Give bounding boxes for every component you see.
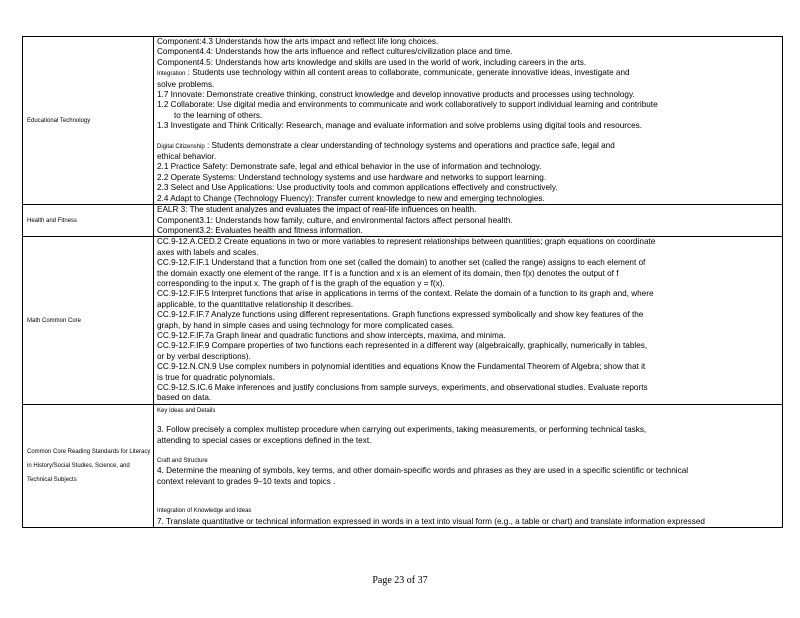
section-heading: Digital Citizenship bbox=[157, 143, 205, 150]
standard-line bbox=[157, 47, 779, 57]
page-footer: Page 23 of 37 bbox=[372, 575, 428, 586]
spacer bbox=[157, 416, 779, 425]
standards-row bbox=[23, 404, 783, 527]
standard-line bbox=[157, 393, 779, 403]
section-heading: Craft and Structure bbox=[157, 458, 208, 465]
standard-line bbox=[157, 205, 779, 215]
standard-text: is true for quadratic polynomials. bbox=[157, 372, 275, 382]
standard-text: CC.9-12.F.IF.7a Graph linear and quadratic functions and show intercepts, maxima, and minima. bbox=[157, 330, 506, 340]
standard-line bbox=[157, 194, 779, 204]
subject-label: Math Common Core bbox=[23, 237, 154, 405]
standard-line bbox=[157, 300, 779, 310]
standard-text: or by verbal descriptions). bbox=[157, 351, 251, 361]
standard-line bbox=[157, 289, 779, 299]
standard-line bbox=[157, 216, 779, 226]
standard-line bbox=[157, 162, 779, 172]
standard-text: Component4.4: Understands how the arts influence and reflect cultures/civilization place and time. bbox=[157, 47, 513, 57]
spacer bbox=[157, 487, 779, 496]
standard-line bbox=[157, 425, 779, 435]
standards-content bbox=[154, 237, 783, 405]
standard-text: : Students use technology within all content areas to collaborate, communicate, generate innovative ideas, investigate and bbox=[187, 68, 630, 78]
spacer bbox=[157, 496, 779, 505]
section-heading: Integration of Knowledge and Ideas bbox=[157, 508, 252, 515]
standard-text: Component:4.3 Understands how the arts impact and reflect life long choices. bbox=[157, 37, 439, 46]
standards-row bbox=[23, 237, 783, 405]
standard-text: EALR 3: The student analyzes and evaluates the impact of real-life influences on health. bbox=[157, 205, 477, 215]
standard-text: 2.1 Practice Safety: Demonstrate safe, legal and ethical behavior in the use of information and technology. bbox=[157, 162, 542, 172]
standard-text: 4. Determine the meaning of symbols, key terms, and other domain-specific words and phrases as they are used in a specific scientific or technical bbox=[157, 466, 689, 476]
standards-row bbox=[23, 37, 783, 205]
standard-text: CC.9-12.F.IF.1 Understand that a function from one set (called the domain) to another set (called the range) assigns to each element of bbox=[157, 258, 646, 268]
standard-text: 3. Follow precisely a complex multistep procedure when carrying out experiments, taking measurements, or performing technical tasks, bbox=[157, 425, 647, 435]
standard-text: Component3.2: Evaluates health and fitness information. bbox=[157, 225, 363, 235]
standard-line bbox=[157, 505, 779, 516]
standard-text: CC.9-12.F.IF.5 Interpret functions that arise in applications in terms of the context. Relate the domain of a function to its graph and, where bbox=[157, 289, 654, 299]
section-heading: Key Ideas and Details bbox=[157, 407, 216, 414]
standard-line bbox=[157, 477, 779, 487]
standard-text: attending to special cases or exceptions defined in the text. bbox=[157, 435, 372, 445]
standard-line bbox=[157, 310, 779, 320]
standard-text: 1.2 Collaborate: Use digital media and environments to communicate and work collaboratively to support individual learning and contribute bbox=[157, 100, 658, 110]
standard-line bbox=[157, 383, 779, 393]
standard-text: 2.4 Adapt to Change (Technology Fluency): Transfer current knowledge to new and emerging technologies. bbox=[157, 193, 545, 203]
standard-line bbox=[157, 58, 779, 68]
standard-text: 2.3 Select and Use Applications: Use productivity tools and common applications effectively and constructively. bbox=[157, 183, 558, 193]
section-heading: Integration bbox=[157, 71, 186, 78]
standard-text: CC.9-12.S.IC.6 Make inferences and justify conclusions from sample surveys, experiments, and observational studies. Evaluate reports bbox=[157, 383, 648, 392]
standard-text: applicable, to the quantitative relationship it describes. bbox=[157, 299, 354, 309]
standard-line bbox=[157, 152, 779, 162]
subject-label: Common Core Reading Standards for Literacy in History/Social Studies, Science, and Technical Subjects bbox=[23, 404, 154, 527]
standard-line bbox=[157, 111, 779, 121]
standard-line bbox=[157, 121, 779, 131]
standard-text: CC.9-12.F.IF.7 Analyze functions using different representations. Graph functions expressed symbolically and show key features of the bbox=[157, 310, 644, 320]
standard-line bbox=[157, 248, 779, 258]
standards-row bbox=[23, 205, 783, 237]
standard-line bbox=[157, 517, 779, 527]
subject-label: Health and Fitness bbox=[23, 205, 154, 237]
standard-text: to the learning of others. bbox=[174, 110, 263, 120]
standard-line bbox=[157, 90, 779, 100]
standard-line bbox=[157, 436, 779, 446]
standard-line bbox=[157, 362, 779, 372]
standard-line bbox=[157, 141, 779, 152]
standard-line bbox=[157, 258, 779, 268]
standard-line bbox=[157, 279, 779, 289]
standard-line bbox=[157, 352, 779, 362]
standard-line bbox=[157, 183, 779, 193]
standard-line bbox=[157, 405, 779, 416]
standard-line bbox=[157, 341, 779, 351]
subject-label: Educational Technology bbox=[23, 37, 154, 205]
standard-text: corresponding to the input x. The graph of f is the graph of the equation y = f(x). bbox=[157, 278, 445, 288]
standards-content bbox=[154, 404, 783, 527]
standards-content bbox=[154, 37, 783, 205]
standard-text: 2.2 Operate Systems: Understand technology systems and use hardware and networks to support learning. bbox=[157, 172, 547, 182]
spacer bbox=[157, 446, 779, 455]
standard-line bbox=[157, 237, 779, 247]
standard-text: solve problems. bbox=[157, 79, 215, 89]
standard-line bbox=[157, 466, 779, 476]
standards-content bbox=[154, 205, 783, 237]
standard-text: ethical behavior. bbox=[157, 152, 217, 162]
standard-text: graph, by hand in simple cases and using technology for more complicated cases. bbox=[157, 320, 455, 330]
standard-line bbox=[157, 226, 779, 236]
standard-line bbox=[157, 455, 779, 466]
standard-text: 7. Translate quantitative or technical information expressed in words in a text into visual form (e.g., a table or chart) and translate information expressed bbox=[157, 516, 705, 526]
standard-text: Component4.5: Understands how arts knowledge and skills are used in the world of work, including careers in the arts. bbox=[157, 57, 587, 67]
standard-text: the domain exactly one element of the range. If f is a function and x is an element of its domain, then f(x) denotes the output of f bbox=[157, 268, 619, 278]
standard-line bbox=[157, 331, 779, 341]
standard-line bbox=[157, 80, 779, 90]
standard-line bbox=[157, 68, 779, 79]
standard-text: : Students demonstrate a clear understanding of technology systems and operations and practice safe, legal and bbox=[206, 140, 615, 150]
standards-table bbox=[22, 36, 783, 528]
spacer bbox=[157, 132, 779, 141]
standard-line bbox=[157, 173, 779, 183]
standard-line bbox=[157, 100, 779, 110]
standard-text: Component3.1: Understands how family, culture, and environmental factors affect personal health. bbox=[157, 215, 513, 225]
standards-table-body bbox=[23, 37, 783, 528]
standard-text: 1.7 Innovate: Demonstrate creative thinking, construct knowledge and develop innovative products and processes using technology. bbox=[157, 90, 635, 100]
standard-text: CC.9-12.N.CN.9 Use complex numbers in polynomial identities and equations Know the Fundamental Theorem of Algebra; show that it bbox=[157, 362, 646, 372]
standard-text: based on data. bbox=[157, 393, 212, 403]
standard-text: CC.9-12.A.CED.2 Create equations in two or more variables to represent relationships between quantities; graph equations on coordinate bbox=[157, 237, 656, 247]
standard-text: CC.9-12.F.IF.9 Compare properties of two functions each represented in a different way (algebraically, graphically, numerically in tables, bbox=[157, 341, 648, 351]
standard-line bbox=[157, 321, 779, 331]
standard-line bbox=[157, 37, 779, 47]
standard-text: context relevant to grades 9–10 texts and topics . bbox=[157, 476, 336, 486]
standard-text: 1.3 Investigate and Think Critically: Research, manage and evaluate information and solve problems using digital tools and resources. bbox=[157, 121, 643, 131]
standard-text: axes with labels and scales. bbox=[157, 247, 259, 257]
standard-line bbox=[157, 269, 779, 279]
standard-line bbox=[157, 373, 779, 383]
